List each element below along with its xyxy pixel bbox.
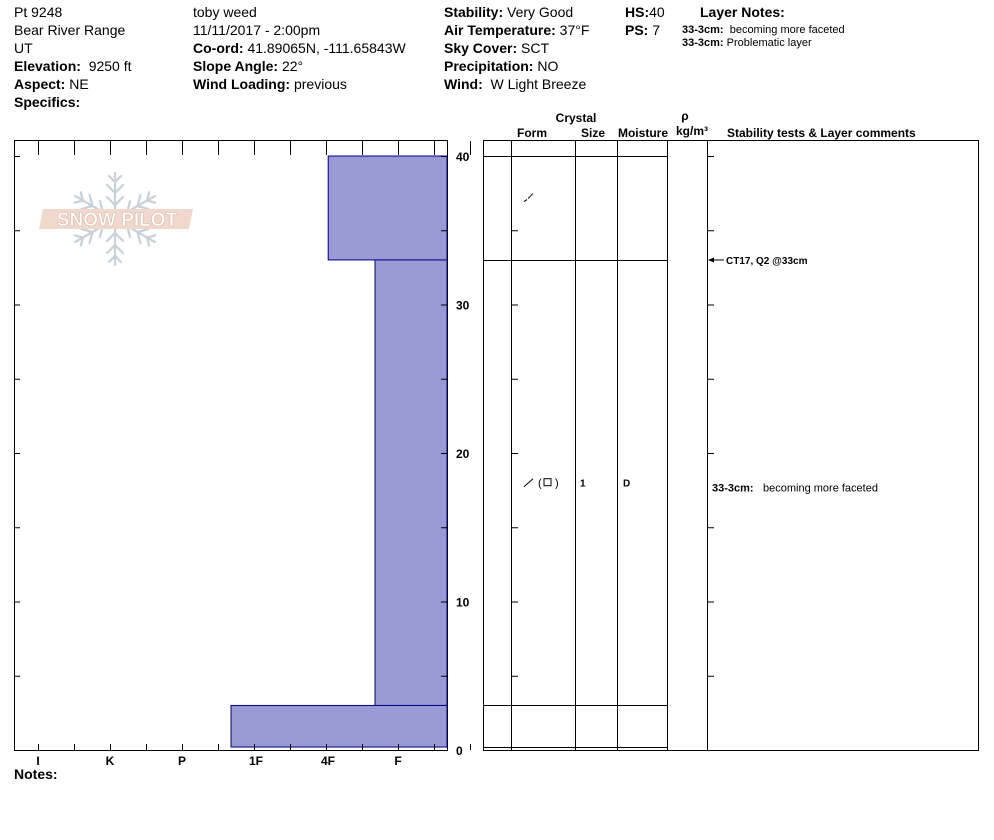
crystal-moisture: D	[623, 478, 631, 490]
crystal-form-slash	[524, 479, 533, 487]
y-tick-label: 0	[456, 744, 463, 758]
hs-value: 40	[649, 4, 665, 20]
precip-label: Precipitation:	[444, 58, 534, 74]
wind-loading-label: Wind Loading:	[193, 76, 291, 92]
wind-label: Wind:	[444, 76, 483, 92]
crystal-form-paren-open: (	[538, 477, 542, 490]
stability-comments-header: Stability tests & Layer comments	[727, 126, 916, 140]
elevation-label: Elevation:	[14, 58, 81, 74]
crystal-form-paren-close: )	[555, 477, 559, 490]
y-tick-label: 30	[456, 298, 470, 313]
hs-label: HS:	[625, 4, 650, 20]
density-unit-header: kg/m³	[675, 124, 709, 138]
crystal-size: 1	[580, 478, 586, 490]
hardness-bar-2	[375, 260, 447, 706]
air-temp-label: Air Temperature:	[444, 22, 556, 38]
range-name: Bear River Range	[14, 22, 126, 38]
layer-note-2-text: Problematic layer	[726, 37, 812, 49]
pit-id: Pt 9248	[14, 4, 63, 20]
y-tick-label: 10	[456, 595, 470, 610]
aspect-label: Aspect:	[14, 76, 66, 92]
x-tick-label: 1F	[248, 754, 264, 768]
test-arrow-head	[708, 257, 714, 262]
notes-label: Notes:	[14, 766, 58, 782]
aspect-value: NE	[69, 76, 89, 92]
layer-notes-title-text: Layer Notes:	[700, 4, 785, 20]
stability-value: Very Good	[507, 4, 574, 20]
logo-text: SNOW PILOT	[56, 210, 178, 231]
layer-table-frame	[484, 141, 979, 751]
sky-value: SCT	[521, 40, 550, 56]
snowpilot-logo	[39, 173, 193, 265]
y-tick-label: 40	[456, 150, 470, 164]
slope-label: Slope Angle:	[193, 58, 279, 74]
precip-value: NO	[537, 58, 559, 74]
hardness-bar-3	[231, 705, 447, 747]
layer-note-1-text: becoming more faceted	[729, 24, 845, 36]
layer-comment-text: becoming more faceted	[763, 482, 878, 495]
crystal-form-symbol-1a	[524, 200, 527, 202]
observer: toby weed	[193, 4, 257, 20]
moisture-header: Moisture	[617, 126, 669, 140]
wind-loading-value: previous	[293, 76, 347, 92]
wind-value: W Light Breeze	[490, 76, 587, 92]
rho-header: ρ	[681, 109, 689, 123]
x-tick-label: 4F	[320, 754, 336, 768]
coord-label: Co-ord:	[193, 40, 244, 56]
specifics-label: Specifics:	[14, 94, 81, 110]
stability-test-label: CT17, Q2 @33cm	[726, 255, 808, 267]
crystal-form-symbol-1b	[528, 194, 533, 199]
y-tick-label: 20	[456, 447, 470, 461]
layer-comment-range: 33-3cm:	[712, 482, 754, 495]
x-tick-label: F	[394, 754, 402, 768]
coord-value: 41.89065N, -111.65843W	[247, 40, 406, 56]
stability-label: Stability:	[444, 4, 504, 20]
slope-value: 22°	[281, 58, 304, 74]
layer-note-2-range: 33-3cm:	[682, 37, 724, 49]
hardness-bar-1	[328, 156, 447, 260]
ps-label: PS:	[625, 22, 649, 38]
form-header: Form	[517, 126, 547, 140]
x-tick-label: I	[36, 754, 40, 768]
state-name: UT	[14, 40, 33, 56]
size-header: Size	[580, 126, 606, 140]
datetime: 11/11/2017 - 2:00pm	[193, 22, 321, 38]
ps-value: 7	[652, 22, 661, 38]
layer-note-1-range: 33-3cm:	[682, 24, 724, 36]
crystal-form-square	[544, 479, 551, 486]
crystal-header: Crystal	[555, 111, 597, 125]
x-tick-label: K	[105, 754, 115, 768]
air-temp-value: 37°F	[559, 22, 590, 38]
elevation-value: 9250 ft	[88, 58, 132, 74]
sky-label: Sky Cover:	[444, 40, 518, 56]
x-tick-label: P	[177, 754, 187, 768]
